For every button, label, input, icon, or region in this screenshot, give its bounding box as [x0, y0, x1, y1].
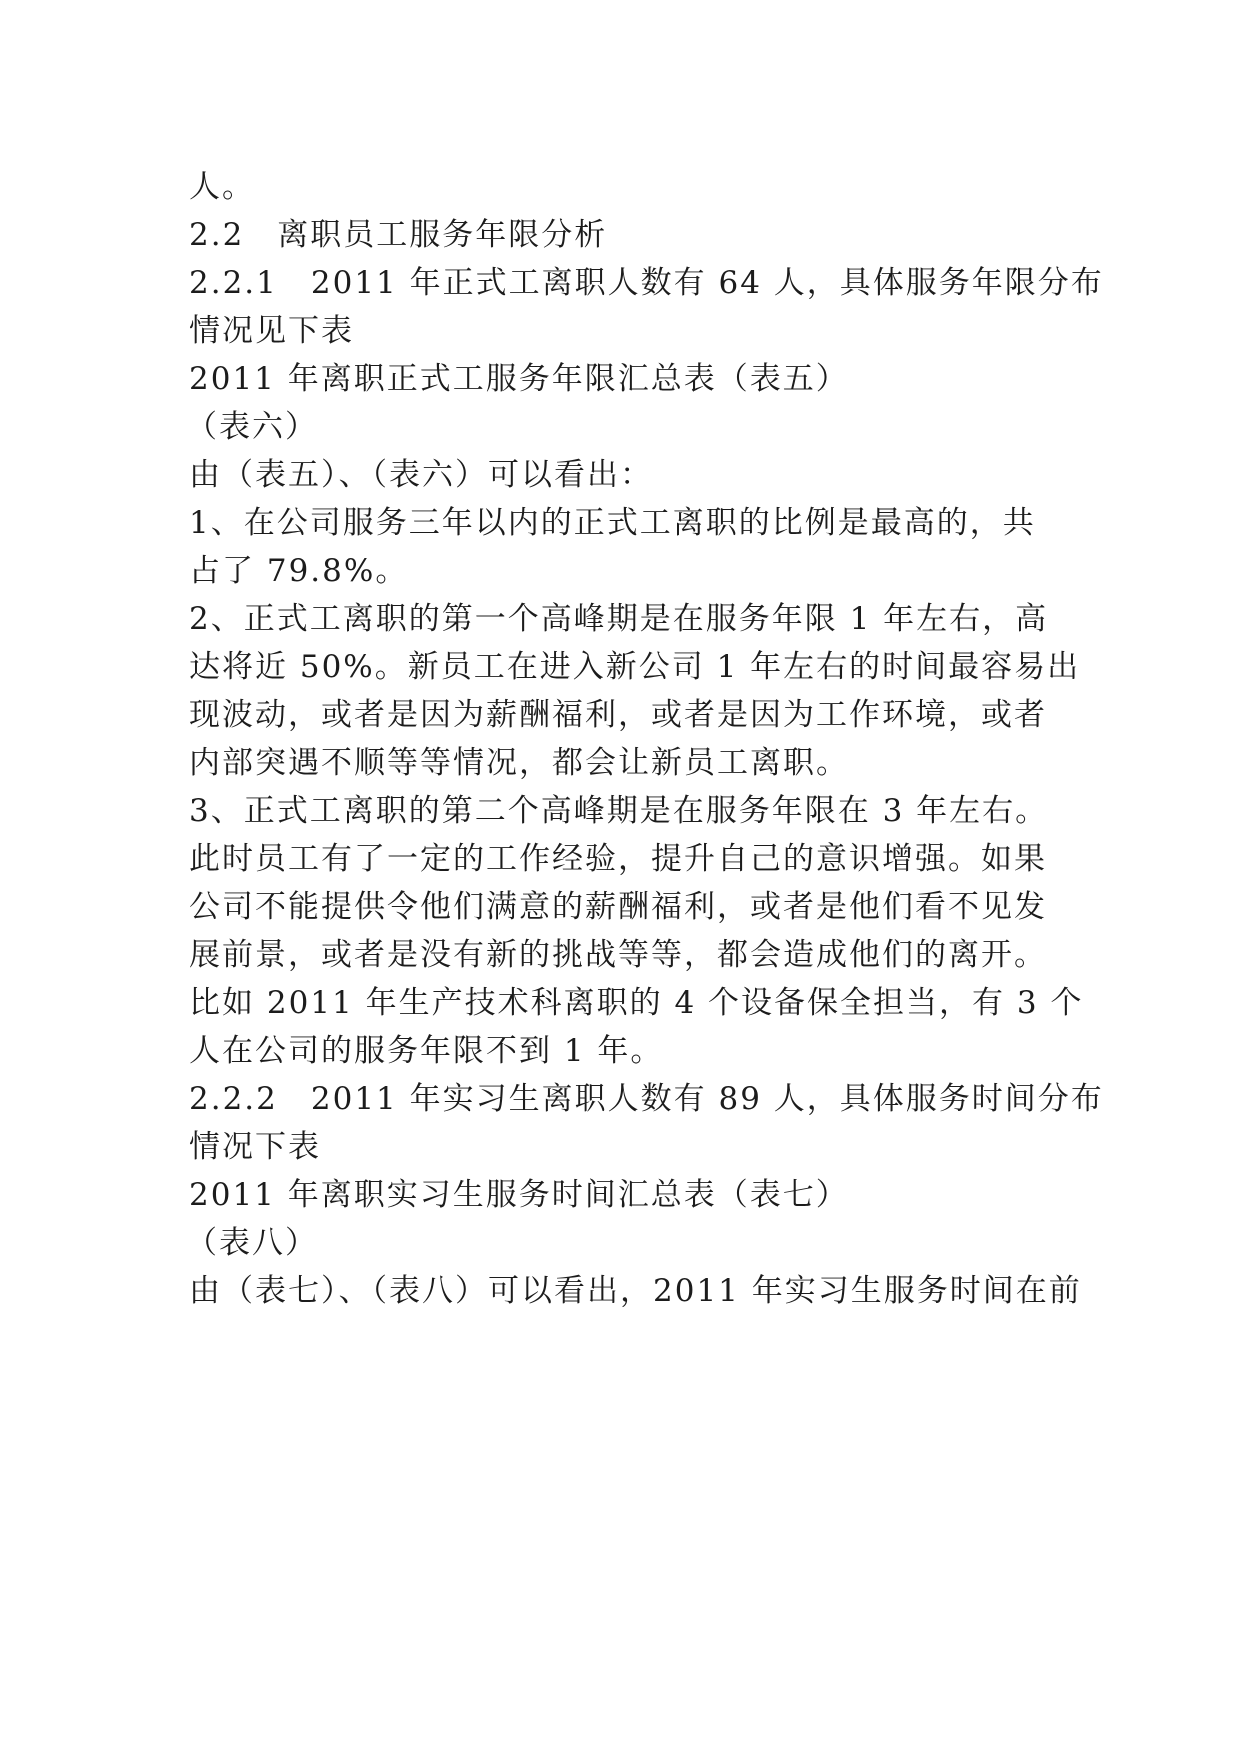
text-line: 现波动，或者是因为薪酬福利，或者是因为工作环境，或者: [189, 697, 1047, 733]
text-line: 人在公司的服务年限不到 1 年。: [189, 1033, 664, 1069]
text-line: 由（表五）、（表六）可以看出：: [189, 457, 653, 493]
section-heading: 2.2 离职员工服务年限分析: [189, 217, 608, 253]
list-item: 1、在公司服务三年以内的正式工离职的比例是最高的，共: [189, 505, 1036, 541]
text-line: 展前景，或者是没有新的挑战等等，都会造成他们的离开。: [189, 937, 1047, 973]
table-caption: （表八）: [186, 1225, 318, 1261]
text-line: 此时员工有了一定的工作经验，提升自己的意识增强。如果: [189, 841, 1047, 877]
text-line: 内部突遇不顺等等情况，都会让新员工离职。: [189, 745, 849, 781]
text-line: 达将近 50%。新员工在进入新公司 1 年左右的时间最容易出: [189, 649, 1081, 685]
text-line: 占了 79.8%。: [189, 553, 409, 589]
subsection-heading: 2.2.1 2011 年正式工离职人数有 64 人，具体服务年限分布: [189, 265, 1104, 301]
subsection-heading: 2.2.2 2011 年实习生离职人数有 89 人，具体服务时间分布: [189, 1081, 1104, 1117]
list-item: 3、正式工离职的第二个高峰期是在服务年限在 3 年左右。: [189, 793, 1049, 829]
table-caption: 2011 年离职实习生服务时间汇总表（表七）: [189, 1177, 849, 1213]
table-caption: 2011 年离职正式工服务年限汇总表（表五）: [189, 361, 849, 397]
text-line: 人。: [189, 169, 255, 205]
table-caption: （表六）: [186, 409, 318, 445]
text-line: 公司不能提供令他们满意的薪酬福利，或者是他们看不见发: [189, 889, 1047, 925]
text-line: 比如 2011 年生产技术科离职的 4 个设备保全担当，有 3 个: [189, 985, 1084, 1021]
text-line: 情况下表: [189, 1129, 321, 1165]
text-line: 情况见下表: [189, 313, 354, 349]
list-item: 2、正式工离职的第一个高峰期是在服务年限 1 年左右，高: [189, 601, 1049, 637]
text-line: 由（表七）、（表八）可以看出，2011 年实习生服务时间在前: [189, 1273, 1082, 1309]
